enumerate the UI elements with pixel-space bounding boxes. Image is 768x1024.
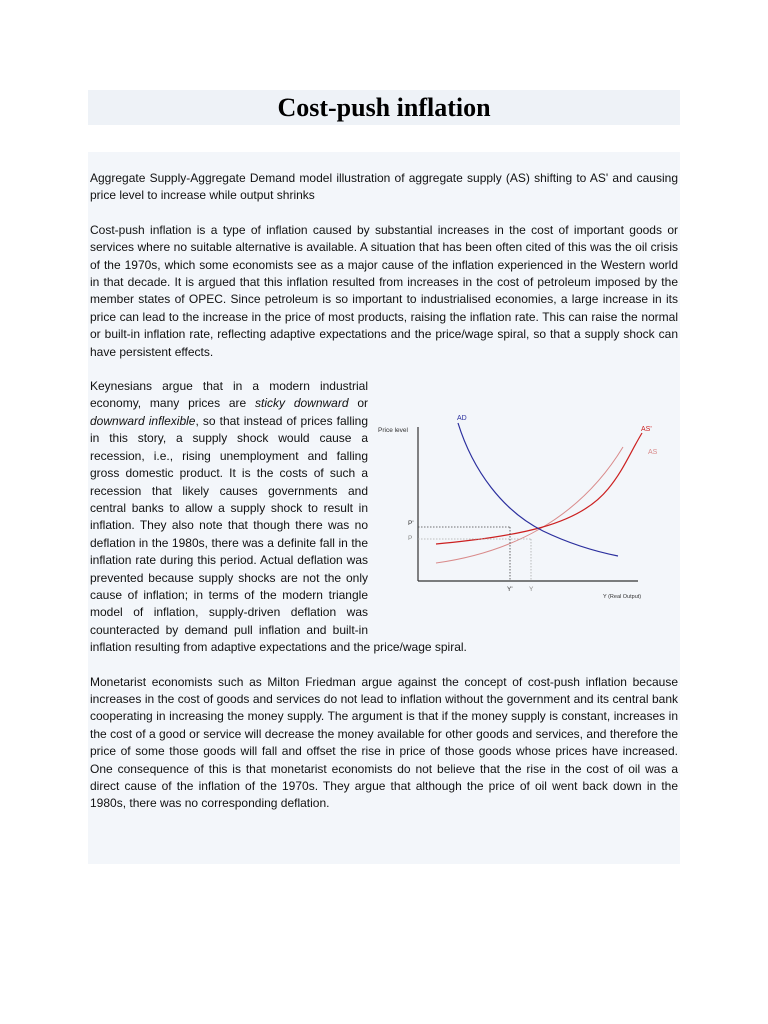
figure-caption: Aggregate Supply-Aggregate Demand model illustration of aggregate supply (AS) shifting to AS' and causing price level to increase while output shrinks xyxy=(90,171,678,203)
keynesians-text-1: Keynesians argue that in a modern industrial economy, many prices are xyxy=(90,379,368,411)
keynesians-emphasis-2: downward inflexible xyxy=(90,413,196,428)
title-band xyxy=(88,90,680,125)
as-prime-label: AS' xyxy=(641,426,652,434)
as-ad-diagram xyxy=(378,381,678,627)
x-axis-label: Y (Real Output) xyxy=(603,594,642,601)
page-title: Cost-push inflation xyxy=(277,92,491,122)
ad-label: AD xyxy=(457,415,467,423)
as-label: AS xyxy=(648,449,658,457)
article-body xyxy=(88,152,680,864)
y-axis-label: Price level xyxy=(378,427,408,435)
p-prime-label: P' xyxy=(408,520,414,528)
y-prime-label: Y' xyxy=(507,586,513,594)
paragraph-monetarists: Monetarist economists such as Milton Friedman argue against the concept of cost-push inflation because increases in the cost of goods and services do not lead to inflation without the government and its central bank cooperating in increasing the money supply. The argument is that if the money supply is constant, increases in the cost of a good or service will decrease the money available for other goods and services, and therefore the price of some those goods will fall and offset the rise in price of those goods whose prices have increased. One consequence of this is that monetarist economists do not believe that the rise in the cost of oil was a direct cause of the inflation of the 1970s. They argue that although the price of oil went back down in the 1980s, there was no corresponding deflation. xyxy=(90,674,678,811)
paragraph-cost-push-definition: Cost-push inflation is a type of inflation caused by substantial increases in the cost of important goods or services where no suitable alternative is available. A situation that has been often cited of this was the oil crisis of the 1970s, which some economists see as a major cause of the inflation experienced in the Western world in that decade. It is argued that this inflation resulted from increases in the cost of petroleum imposed by the member states of OPEC. Since petroleum is so important to industrialised economies, a large increase in its price can lead to the increase in the price of most products, raising the inflation rate. This can raise the normal or built-in inflation rate, reflecting adaptive expectations and the price/wage spiral, so that a supply shock can have persistent effects. xyxy=(90,222,678,359)
as-curve-original xyxy=(436,447,623,563)
as-ad-diagram-svg xyxy=(378,381,678,627)
p-label: P xyxy=(408,535,413,543)
y-label: Y xyxy=(529,586,534,594)
keynesians-text-2: or xyxy=(348,396,368,411)
keynesians-emphasis-1: sticky downward xyxy=(255,396,349,411)
keynesians-text-3: , so that instead of prices falling in this story, a supply shock would cause a recession, i.e., rising unemployment and falling gross domestic product. It is the costs of such a recession that likely causes governments and central banks to allow a supply shock to result in inflation. They also note that though there was no deflation in the 1980s, there was a definite fall in the inflation rate during this period. Actual deflation was prevented because supply shocks are not the only cause of inflation; in terms of the modern triangle model of inflation, supply-driven deflation was counteracted by demand pull inflation and built-in inflation resulting from adaptive expectations and the price/wage spiral. xyxy=(90,413,467,655)
ad-curve xyxy=(458,423,618,556)
